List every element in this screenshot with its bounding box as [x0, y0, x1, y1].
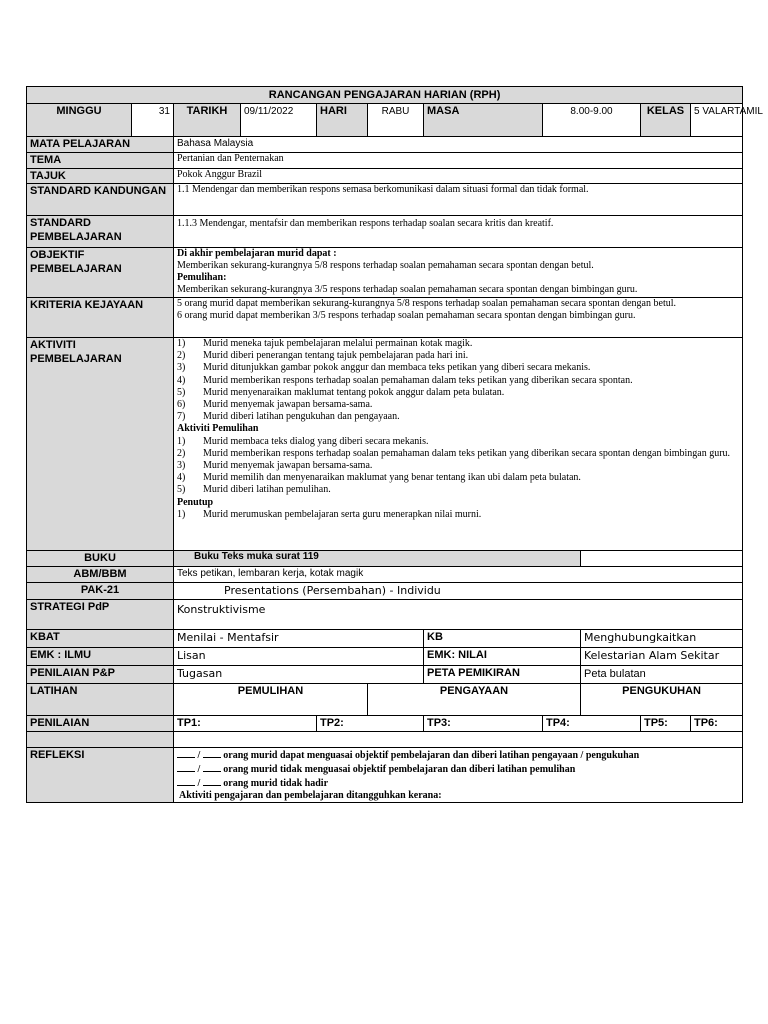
penilaian-label: PENILAIAN: [27, 716, 174, 732]
aktiviti-penutup-heading: Penutup: [177, 496, 214, 508]
tp6: TP6:: [691, 716, 743, 732]
kriteria-1: 5 orang murid dapat memberikan sekurang-kurangnya 5/8 respons terhadap soalan pemahaman secara spontan dengan betul.: [177, 298, 676, 309]
latihan-pengukuhan: PENGUKUHAN: [581, 684, 743, 716]
list-item-text: Murid memberikan respons terhadap soalan pemahaman dalam teks petikan yang diberikan secara spontan.: [203, 374, 633, 386]
rph-form: [26, 86, 763, 803]
emk-ilmu-label: EMK : ILMU: [27, 648, 174, 666]
peta-pemikiran-value: Peta bulatan: [581, 666, 743, 684]
refleksi-line-2: / orang murid tidak menguasai objektif pembelajaran dan diberi latihan pemulihan: [177, 762, 739, 776]
aktiviti-value: [174, 338, 743, 551]
refleksi-line-4: Aktiviti pengajaran dan pembelajaran ditangguhkan kerana:: [179, 790, 442, 801]
kriteria-2: 6 orang murid dapat memberikan 3/5 respons terhadap soalan pemahaman secara spontan dengan bimbingan guru.: [177, 310, 636, 321]
list-item: [177, 375, 739, 387]
kbat-value: Menilai - Mentafsir: [174, 630, 424, 648]
refleksi-label: REFLEKSI: [27, 748, 174, 803]
strategi-label: STRATEGI PdP: [27, 600, 174, 630]
list-item-number: 1): [177, 338, 186, 349]
kb-value: Menghubungkaitkan: [581, 630, 743, 648]
masa-value: 8.00-9.00: [543, 104, 641, 137]
sp-label-line1: STANDARD: [30, 217, 91, 229]
kb-label: KB: [424, 630, 581, 648]
list-item: [177, 362, 739, 374]
emk-nilai-value: Kelestarian Alam Sekitar: [581, 648, 743, 666]
sp-label-line2: PEMBELAJARAN: [30, 231, 122, 243]
obj-label-line1: OBJEKTIF: [30, 249, 85, 261]
form-title: RANCANGAN PENGAJARAN HARIAN (RPH): [27, 87, 743, 104]
list-item: [177, 460, 739, 472]
list-item: [177, 338, 739, 350]
tp5: TP5:: [641, 716, 691, 732]
list-item: [177, 472, 739, 484]
list-item-text: Murid diberi penerangan tentang tajuk pembelajaran pada hari ini.: [203, 350, 469, 362]
tarikh-label: TARIKH: [174, 104, 241, 137]
objektif-pemulihan-heading: Pemulihan:: [177, 272, 227, 283]
list-item: [177, 387, 739, 399]
refleksi-line-1: / orang murid dapat menguasai objektif pembelajaran dan diberi latihan pengayaan / pengukuhan: [177, 748, 739, 762]
obj-label-line2: PEMBELAJARAN: [30, 263, 122, 275]
objektif-heading: Di akhir pembelajaran murid dapat :: [177, 248, 337, 259]
list-item-text: Murid menyenaraikan maklumat tentang pokok anggur dalam peta bulatan.: [203, 386, 505, 398]
tajuk-value: Pokok Anggur Brazil: [174, 169, 743, 184]
kriteria-kejayaan-label: KRITERIA KEJAYAAN: [27, 298, 174, 338]
pak21-value: Presentations (Persembahan) - Individu: [174, 583, 743, 600]
peta-pemikiran-label: PETA PEMIKIRAN: [424, 666, 581, 684]
list-item: [177, 436, 739, 448]
emk-ilmu-value: Lisan: [174, 648, 424, 666]
spacer-label: [27, 732, 174, 748]
list-item-number: 1): [177, 435, 186, 447]
aktiviti-label: AKTIVITI PEMBELAJARAN: [27, 338, 174, 551]
mata-pelajaran-label: MATA PELAJARAN: [27, 137, 174, 153]
list-item-text: Murid menyemak jawapan bersama-sama.: [203, 399, 373, 411]
standard-kandungan-label: STANDARD KANDUNGAN: [27, 184, 174, 216]
list-item-number: 7): [177, 411, 186, 423]
list-item-number: 6): [177, 399, 186, 411]
list-item-text: Murid diberi latihan pemulihan.: [203, 484, 331, 496]
buku-label: BUKU: [27, 551, 174, 567]
list-item: [177, 350, 739, 362]
hari-label: HARI: [317, 104, 368, 137]
list-item-text: Murid membaca teks dialog yang diberi secara mekanis.: [203, 435, 429, 447]
refleksi-line-3: / orang murid tidak hadir: [177, 776, 739, 790]
kbat-label: KBAT: [27, 630, 174, 648]
list-item: [177, 484, 739, 496]
list-item-text: Murid memberikan respons terhadap soalan pemahaman dalam teks petikan yang diberikan secara spontan dengan bimbingan guru.: [203, 447, 731, 459]
latihan-pemulihan: PEMULIHAN: [174, 684, 368, 716]
list-item-number: 4): [177, 374, 186, 386]
tarikh-value: 09/11/2022: [241, 104, 317, 137]
standard-kandungan-value: 1.1 Mendengar dan memberikan respons semasa berkomunikasi dalam situasi formal dan tidak formal.: [174, 184, 743, 216]
refleksi-value: [174, 748, 743, 803]
list-item-text: Murid meneka tajuk pembelajaran melalui permainan kotak magik.: [203, 338, 473, 349]
list-item-text: Murid diberi latihan pengukuhan dan pengayaan.: [203, 411, 400, 423]
tp3: TP3:: [424, 716, 543, 732]
list-item: [177, 448, 739, 460]
aktiviti-pemulihan-list: [177, 436, 739, 497]
objektif-label: [27, 248, 174, 298]
kelas-value: 5 VALARTAMIL: [691, 104, 743, 137]
pak21-label: PAK-21: [27, 583, 174, 600]
list-item: [177, 399, 739, 411]
list-item: [177, 411, 739, 423]
list-item-number: 2): [177, 350, 186, 362]
objektif-1: Memberikan sekurang-kurangnya 5/8 respons terhadap soalan pemahaman secara spontan dengan betul.: [177, 260, 594, 271]
tema-label: TEMA: [27, 153, 174, 169]
aktiviti-penutup-list: [177, 509, 739, 521]
list-item-number: 4): [177, 472, 186, 484]
buku-empty: [581, 551, 743, 567]
list-item-number: 1): [177, 508, 186, 520]
abm-value: Teks petikan, lembaran kerja, kotak magik: [174, 567, 743, 583]
standard-pembelajaran-value: 1.1.3 Mendengar, mentafsir dan memberikan respons terhadap soalan secara kritis dan kreatif.: [174, 216, 743, 248]
list-item-number: 5): [177, 484, 186, 496]
latihan-label: LATIHAN: [27, 684, 174, 716]
emk-nilai-label: EMK: NILAI: [424, 648, 581, 666]
buku-value: Buku Teks muka surat 119: [174, 551, 581, 567]
minggu-value: 31: [132, 104, 174, 137]
list-item-text: Murid merumuskan pembelajaran serta guru menerapkan nilai murni.: [203, 508, 482, 520]
tp4: TP4:: [543, 716, 641, 732]
strategi-value: Konstruktivisme: [174, 600, 743, 630]
list-item-number: 3): [177, 460, 186, 472]
aktiviti-main-list: [177, 338, 739, 423]
penilaian-pp-value: Tugasan: [174, 666, 424, 684]
mata-pelajaran-value: Bahasa Malaysia: [174, 137, 743, 153]
objektif-2: Memberikan sekurang-kurangnya 3/5 respons terhadap soalan pemahaman secara spontan dengan bimbingan guru.: [177, 284, 638, 295]
kriteria-kejayaan-value: [174, 298, 743, 338]
tp2: TP2:: [317, 716, 424, 732]
list-item-text: Murid memilih dan menyenaraikan maklumat yang benar tentang ikan ubi dalam peta bulatan.: [203, 472, 581, 484]
list-item: [177, 509, 739, 521]
aktiviti-pemulihan-heading: Aktiviti Pemulihan: [177, 423, 259, 435]
objektif-value: [174, 248, 743, 298]
standard-pembelajaran-label: [27, 216, 174, 248]
list-item-text: Murid menyemak jawapan bersama-sama.: [203, 460, 373, 472]
tp1: TP1:: [174, 716, 317, 732]
hari-value: RABU: [368, 104, 424, 137]
rph-table: [26, 86, 763, 803]
list-item-number: 2): [177, 447, 186, 459]
tema-value: Pertanian dan Penternakan: [174, 153, 743, 169]
latihan-pengayaan: PENGAYAAN: [368, 684, 581, 716]
tajuk-label: TAJUK: [27, 169, 174, 184]
list-item-number: 5): [177, 386, 186, 398]
kelas-label: KELAS: [641, 104, 691, 137]
penilaian-pp-label: PENILAIAN P&P: [27, 666, 174, 684]
abm-label: ABM/BBM: [27, 567, 174, 583]
minggu-label: MINGGU: [27, 104, 132, 137]
masa-label: MASA: [424, 104, 543, 137]
spacer-value: [174, 732, 743, 748]
list-item-text: Murid ditunjukkan gambar pokok anggur dan membaca teks petikan yang diberi secara mekanis.: [203, 362, 591, 374]
list-item-number: 3): [177, 362, 186, 374]
